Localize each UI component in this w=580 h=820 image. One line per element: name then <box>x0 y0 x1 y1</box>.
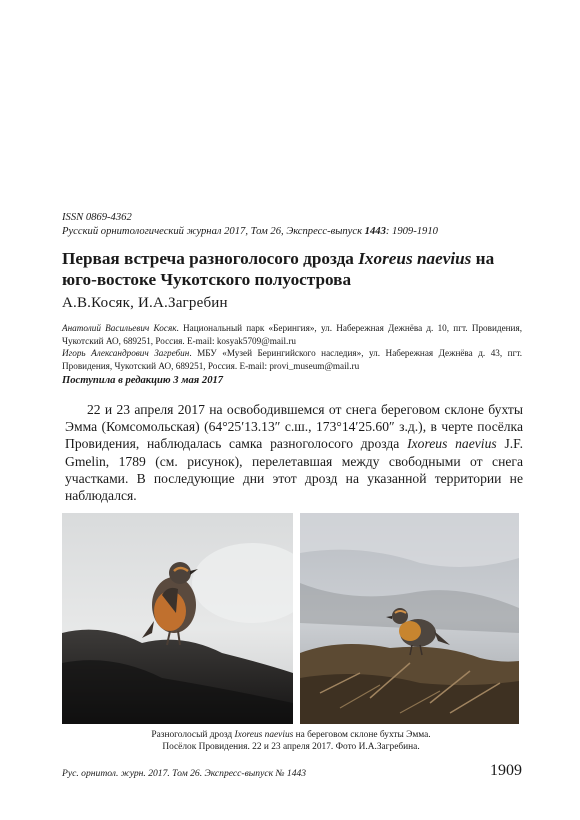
title-text-part1: Первая встреча разноголосого дрозда <box>62 249 359 268</box>
article-authors: А.В.Косяк, И.А.Загребин <box>62 295 228 311</box>
journal-name: Русский орнитологический журнал 2017, Том 26, Экспресс-выпуск <box>62 226 365 237</box>
body-text-part2: J.F. Gmelin, 1789 (см. рисунок), перелетавшая между свободными от снега участками. В последующие дни этот дрозд на указанной территории не наблюдался. <box>65 436 523 504</box>
caption-text-part1: Разноголосый дрозд <box>151 730 235 740</box>
affiliation-1-address: . Национальный парк «Берингия», ул. Набережная Дежнёва д. 10, пгт. Провидения, Чукотский АО, 689251, Россия. E-mail: kosyak5709@mail.ru <box>62 323 522 346</box>
page-number: 1909 <box>490 762 522 779</box>
caption-line-1 <box>62 729 520 741</box>
footer-journal-reference: Рус. орнитол. журн. 2017. Том 26. Экспресс-выпуск № 1443 <box>62 768 307 779</box>
title-text-part2: на юго-востоке Чукотского полуострова <box>62 249 495 289</box>
issn-line: ISSN 0869-4362 <box>62 212 132 223</box>
caption-line-2: Посёлок Провидения. 22 и 23 апреля 2017. Фото И.А.Загребина. <box>162 742 420 753</box>
bird-photo-left <box>62 513 293 724</box>
journal-pages: : 1909-1910 <box>385 226 438 237</box>
title-latin-name: Ixoreus naevius <box>358 249 472 268</box>
affiliation-1-author: Анатолий Васильевич Косяк <box>62 323 177 333</box>
affiliation-2-address: . МБУ «Музей Берингийского наследия», ул. Набережная Дежнёва д. 43, пгт. Провидения, Чукотский АО, 689251, Россия. E-mail: provi_museum@mail.ru <box>62 348 522 371</box>
body-text-part1: 22 и 23 апреля 2017 на освободившемся от снега береговом склоне бухты Эмма (Комсомольская) (64°25′13.13″ с.ш., 173°14′25.60″ з.д.), в черте посёлка Провидения, наблюдалась самка разноголосого дрозда <box>65 402 523 452</box>
caption-latin-name: Ixoreus naevius <box>234 730 294 740</box>
body-paragraph <box>65 401 523 504</box>
affiliation-2-author: Игорь Александрович Загребин <box>62 348 190 358</box>
caption-text-part2: на береговом склоне бухты Эмма. <box>293 730 431 740</box>
journal-citation-line <box>62 226 438 237</box>
received-date: Поступила в редакцию 3 мая 2017 <box>62 375 224 386</box>
journal-issue-number: 1443 <box>364 226 386 237</box>
figure-caption <box>62 729 520 754</box>
body-latin-name: Ixoreus naevius <box>407 436 497 452</box>
article-title <box>62 248 522 290</box>
affiliation-1 <box>62 322 522 347</box>
affiliation-2 <box>62 347 522 372</box>
bird-photo-right <box>300 513 519 724</box>
